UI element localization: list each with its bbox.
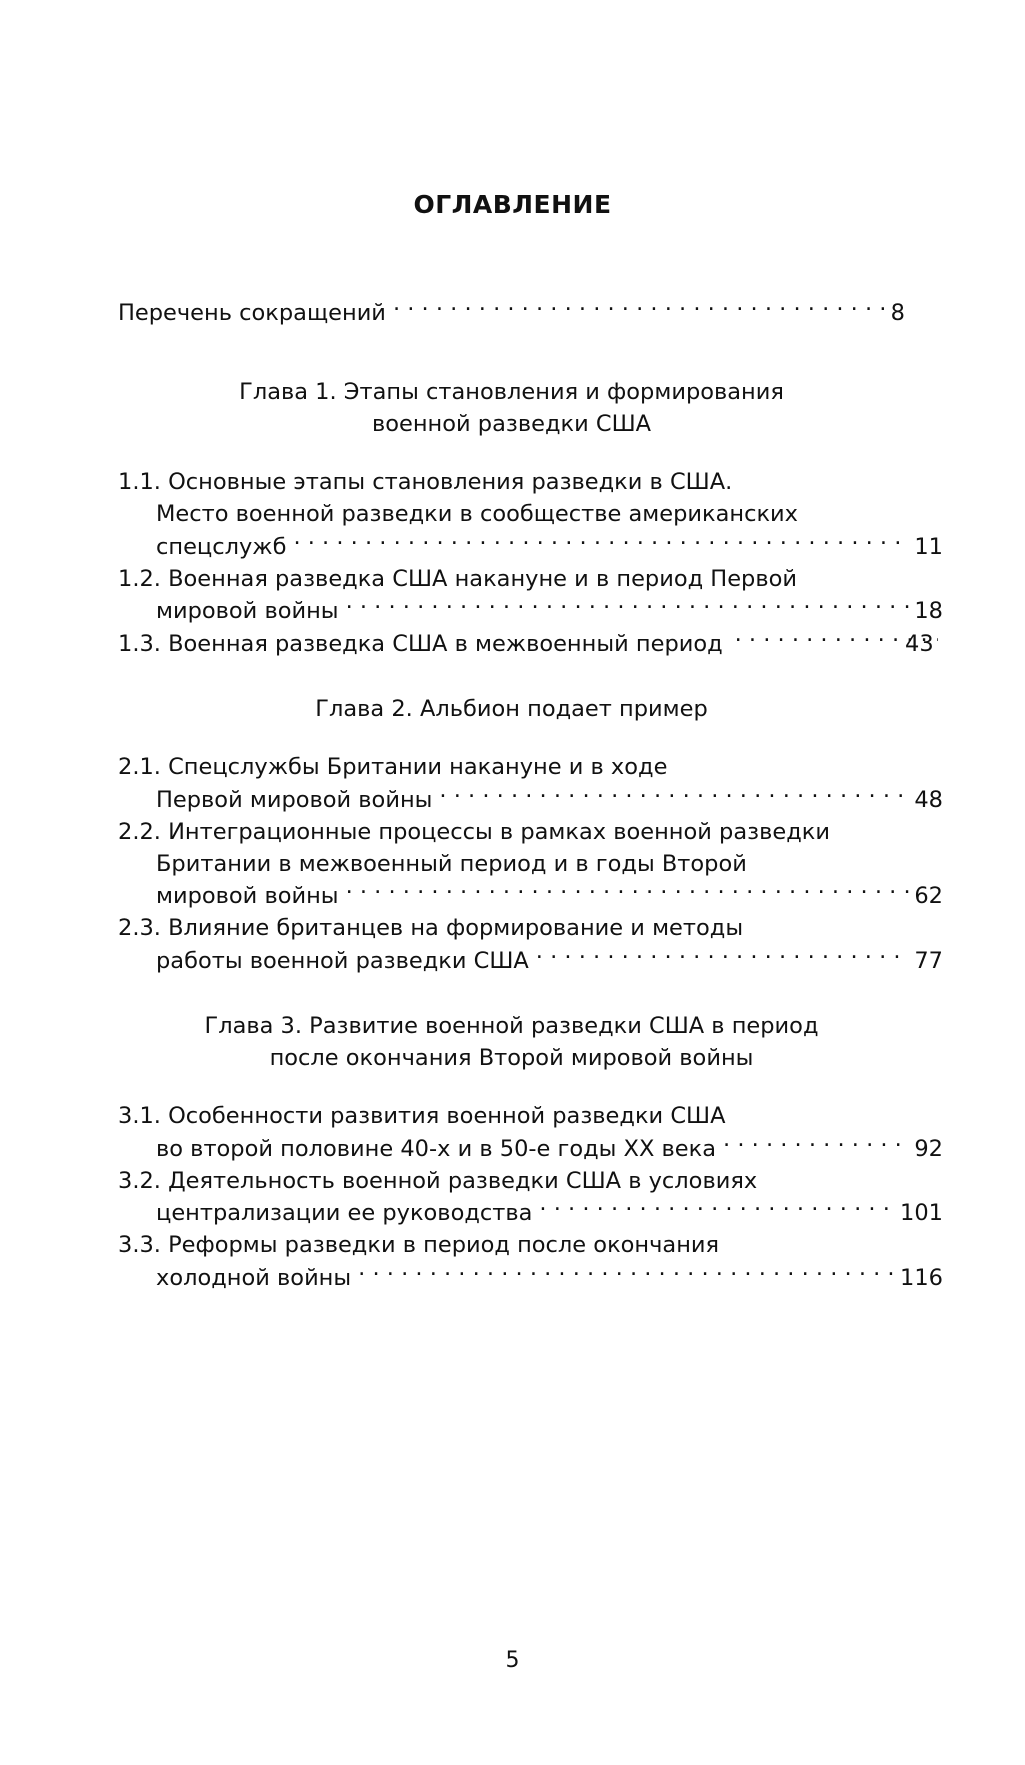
toc-entry-text: Перечень сокращений [118, 299, 386, 326]
toc-entry-text: холодной войны [156, 1264, 352, 1291]
chapter-heading-line: Глава 3. Развитие военной разведки США в период [204, 1013, 819, 1040]
chapter-heading-2 [118, 694, 905, 726]
leader-dots [536, 945, 910, 968]
toc-entry-text: Место военной разведки в сообществе американских [156, 501, 798, 528]
toc-entry-text: 1.2. Военная разведка США накануне и в период Первой [118, 565, 797, 592]
leader-dots [293, 531, 909, 554]
document-page [0, 190, 1025, 1765]
toc-entry-text: 3.2. Деятельность военной разведки США в условиях [118, 1167, 758, 1194]
toc-entry-text: 2.3. Влияние британцев на формирование и методы [118, 915, 744, 942]
toc-entry-text: мировой войны [156, 598, 339, 625]
leader-dots [358, 1262, 895, 1285]
toc-entry-page: 48 [914, 786, 943, 813]
spacer [118, 329, 905, 343]
toc-entry-2-1[interactable] [118, 752, 943, 816]
leader-dots [346, 881, 910, 904]
toc-entry-2-2[interactable] [118, 817, 943, 913]
toc-entry-page: 92 [914, 1135, 943, 1162]
leader-dots [539, 1198, 895, 1221]
toc-entry-text: 2.1. Спецслужбы Британии накануне и в ходе [118, 754, 668, 781]
toc-entry-text: 2.2. Интеграционные процессы в рамках военной разведки [118, 818, 830, 845]
toc-entry-3-3[interactable] [118, 1230, 943, 1294]
leader-dots [723, 1133, 909, 1156]
chapter-heading-line: после окончания Второй мировой войны [269, 1045, 754, 1072]
toc-entry-1-1[interactable] [118, 467, 943, 563]
leader-dots [393, 297, 886, 320]
toc-entry-text: 3.1. Особенности развития военной разведки США [118, 1103, 726, 1130]
toc-entry-2-3[interactable] [118, 913, 943, 977]
chapter-heading-line: Глава 2. Альбион подает пример [315, 696, 708, 723]
chapter-heading-line: военной разведки США [371, 411, 652, 438]
toc-entry-page: 101 [900, 1200, 943, 1227]
page-title: ОГЛАВЛЕНИЕ [413, 190, 612, 219]
toc-entry-text: работы военной разведки США [156, 947, 529, 974]
page-folio: 5 [505, 1648, 520, 1673]
toc-entry-page: 62 [914, 883, 943, 910]
toc-entry-text: Британии в межвоенный период и в годы Второй [156, 850, 747, 877]
toc-entry-text: 1.3. Военная разведка США в межвоенный период [118, 630, 723, 657]
toc-entry-1-3[interactable]: 1.3. Военная разведка США в межвоенный период . . . 43 [118, 628, 905, 660]
toc-entry-1-2[interactable] [118, 564, 943, 628]
toc-entry-text: 3.3. Реформы разведки в период после окончания [118, 1232, 720, 1259]
chapter-heading-3 [118, 1011, 905, 1075]
toc-entry-front-matter[interactable] [118, 297, 905, 329]
toc-entry-text: 1.1. Основные этапы становления разведки в США. [118, 469, 733, 496]
toc-entry-text: спецслужб [156, 533, 287, 560]
leader-dots [730, 628, 938, 651]
toc-entry-page: 77 [914, 947, 943, 974]
leader-dots [439, 784, 909, 807]
toc-entry-page: 116 [900, 1264, 943, 1291]
chapter-heading-line: Глава 1. Этапы становления и формирования [239, 379, 784, 406]
toc-entry-3-1[interactable] [118, 1101, 943, 1165]
toc-entry-text: мировой войны [156, 883, 339, 910]
leader-dots [346, 596, 910, 619]
toc-entry-text: централизации ее руководства [156, 1200, 533, 1227]
toc-entry-page: 11 [914, 533, 943, 560]
toc-entry-page: 8 [890, 299, 905, 326]
toc-entry-text: во второй половине 40-х и в 50-е годы XX века [156, 1135, 717, 1162]
toc-entry-text: Первой мировой войны [156, 786, 433, 813]
toc-entry-3-2[interactable] [118, 1166, 943, 1230]
toc-entry-page: 18 [914, 598, 943, 625]
table-of-contents [0, 297, 1025, 1294]
chapter-heading-1 [118, 377, 905, 441]
